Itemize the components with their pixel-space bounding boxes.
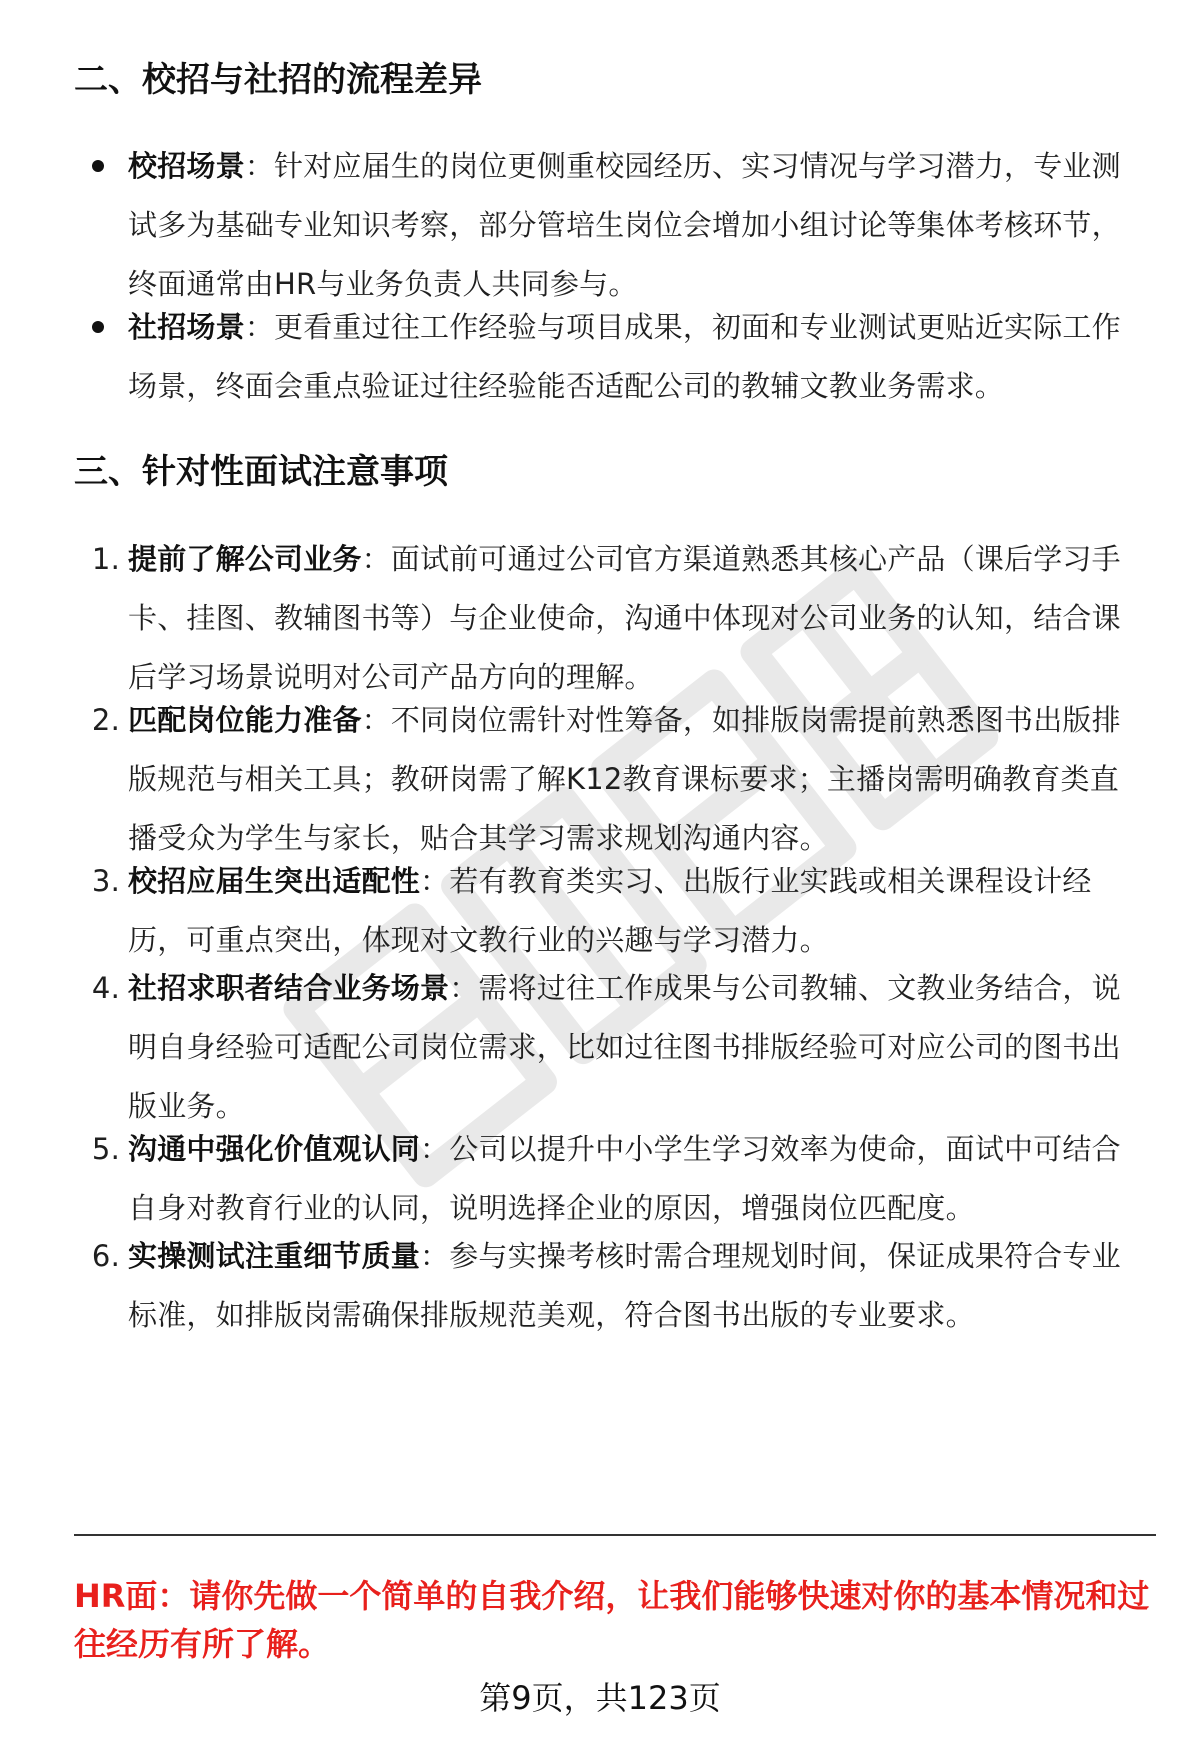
- item-text: 不同岗位需针对性筹备，如排版岗需提前熟悉图书出版排版规范与相关工具；教研岗需了解K12教育课标要求；主播岗需明确教育类直播受众为学生与家长，贴合其学习需求规划沟通内容。: [128, 703, 1121, 855]
- list-item-3: 3. 校招应届生突出适配性：若有教育类实习、出版行业实践或相关课程设计经历，可重点突出，体现对文教行业的兴趣与学习潜力。: [128, 852, 1143, 970]
- list-number: 6.: [91, 1239, 120, 1273]
- bullet-item-social: 社招场景：更看重过往工作经验与项目成果，初面和专业测试更贴近实际工作场景，终面会重点验证过往经验能否适配公司的教辅文教业务需求。: [128, 298, 1143, 416]
- list-number: 5.: [91, 1132, 120, 1166]
- item-label: 实操测试注重细节质量: [128, 1239, 421, 1273]
- list-item-6: 6. 实操测试注重细节质量：参与实操考核时需合理规划时间，保证成果符合专业标准，如排版岗需确保排版规范美观，符合图书出版的专业要求。: [128, 1227, 1143, 1345]
- item-label: 提前了解公司业务: [128, 542, 362, 576]
- item-text: 针对应届生的岗位更侧重校园经历、实习情况与学习潜力，专业测试多为基础专业知识考察，部分管培生岗位会增加小组讨论等集体考核环节，终面通常由HR与业务负责人共同参与。: [128, 149, 1121, 301]
- item-label: 匹配岗位能力准备: [128, 703, 362, 737]
- list-number: 4.: [91, 971, 120, 1005]
- section-2-heading: 二、校招与社招的流程差异: [74, 60, 482, 100]
- item-label: 校招应届生突出适配性: [128, 864, 421, 898]
- item-label: 沟通中强化价值观认同: [128, 1132, 421, 1166]
- bullet-dot-icon: [92, 160, 104, 172]
- bullet-item-campus: 校招场景：针对应届生的岗位更侧重校园经历、实习情况与学习潜力，专业测试多为基础专业知识考察，部分管培生岗位会增加小组讨论等集体考核环节，终面通常由HR与业务负责人共同参与。: [128, 137, 1143, 314]
- item-text: 若有教育类实习、出版行业实践或相关课程设计经历，可重点突出，体现对文教行业的兴趣与学习潜力。: [128, 864, 1092, 957]
- list-item-5: 5. 沟通中强化价值观认同：公司以提升中小学生学习效率为使命，面试中可结合自身对教育行业的认同，说明选择企业的原因，增强岗位匹配度。: [128, 1120, 1143, 1238]
- list-item-1: 1. 提前了解公司业务：面试前可通过公司官方渠道熟悉其核心产品（课后学习手卡、挂图、教辅图书等）与企业使命，沟通中体现对公司业务的认知，结合课后学习场景说明对公司产品方向的理解。: [128, 530, 1143, 707]
- item-label: 校招场景: [128, 149, 245, 183]
- hr-interview-question: HR面：请你先做一个简单的自我介绍，让我们能够快速对你的基本情况和过往经历有所了解。: [74, 1577, 1150, 1663]
- item-text: 公司以提升中小学生学习效率为使命，面试中可结合自身对教育行业的认同，说明选择企业的原因，增强岗位匹配度。: [128, 1132, 1121, 1225]
- item-text: 参与实操考核时需合理规划时间，保证成果符合专业标准，如排版岗需确保排版规范美观，符合图书出版的专业要求。: [128, 1239, 1121, 1332]
- bullet-dot-icon: [92, 321, 104, 333]
- item-label: 社招场景: [128, 310, 245, 344]
- item-text: 面试前可通过公司官方渠道熟悉其核心产品（课后学习手卡、挂图、教辅图书等）与企业使命，沟通中体现对公司业务的认知，结合课后学习场景说明对公司产品方向的理解。: [128, 542, 1121, 694]
- section-3-heading: 三、针对性面试注意事项: [74, 452, 448, 492]
- list-item-4: 4. 社招求职者结合业务场景：需将过往工作成果与公司教辅、文教业务结合，说明自身经验可适配公司岗位需求，比如过往图书排版经验可对应公司的图书出版业务。: [128, 959, 1143, 1136]
- item-text: 更看重过往工作经验与项目成果，初面和专业测试更贴近实际工作场景，终面会重点验证过往经验能否适配公司的教辅文教业务需求。: [128, 310, 1121, 403]
- list-number: 2.: [91, 703, 120, 737]
- section-divider: [74, 1534, 1156, 1536]
- list-number: 3.: [91, 864, 120, 898]
- page-number: 第9页，共123页: [479, 1679, 721, 1717]
- item-label: 社招求职者结合业务场景: [128, 971, 450, 1005]
- list-item-2: 2. 匹配岗位能力准备：不同岗位需针对性筹备，如排版岗需提前熟悉图书出版排版规范与相关工具；教研岗需了解K12教育课标要求；主播岗需明确教育类直播受众为学生与家长，贴合其学习需求规划沟通内容。: [128, 691, 1143, 868]
- item-text: 需将过往工作成果与公司教辅、文教业务结合，说明自身经验可适配公司岗位需求，比如过往图书排版经验可对应公司的图书出版业务。: [128, 971, 1121, 1123]
- list-number: 1.: [91, 542, 120, 576]
